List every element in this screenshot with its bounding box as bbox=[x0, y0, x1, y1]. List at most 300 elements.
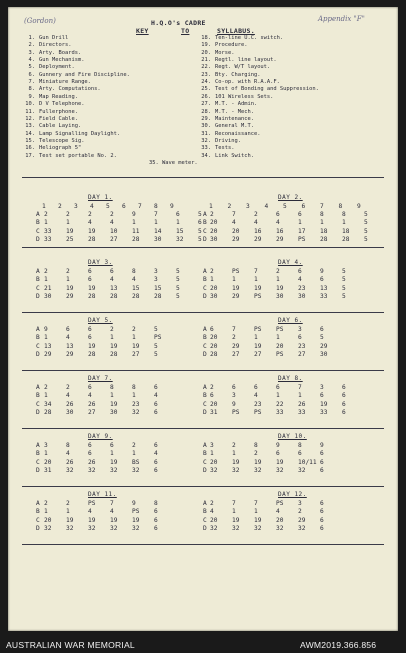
schedule-cell: 4 bbox=[110, 276, 114, 284]
schedule-cell: 16 bbox=[254, 227, 262, 235]
day-label: DAY 5. bbox=[88, 317, 113, 324]
schedule-cell: 4 bbox=[276, 508, 280, 516]
syllabus-number: 12. bbox=[25, 115, 35, 122]
period-number: 5 bbox=[283, 203, 287, 210]
rule-line bbox=[22, 486, 384, 487]
schedule-cell: 32 bbox=[66, 467, 74, 475]
syllabus-item: Bty. Charging. bbox=[215, 71, 261, 78]
schedule-cell: 19 bbox=[232, 458, 240, 466]
row-code: A bbox=[36, 384, 40, 391]
schedule-cell: PS bbox=[154, 334, 162, 342]
period-number: 8 bbox=[154, 203, 158, 210]
syllabus-item: Gunnery and Fire Discipline. bbox=[39, 71, 130, 78]
schedule-cell: 28 bbox=[210, 351, 218, 359]
schedule-cell: 19 bbox=[88, 227, 96, 235]
footer-bar bbox=[0, 637, 406, 653]
schedule-cell: 6 bbox=[320, 467, 324, 475]
schedule-cell: PS bbox=[276, 500, 284, 507]
schedule-cell: 27 bbox=[132, 351, 140, 359]
row-code: B bbox=[36, 219, 40, 227]
row-code: D bbox=[203, 351, 207, 359]
schedule-cell: 6 bbox=[320, 392, 324, 400]
schedule-cell: 6 bbox=[276, 211, 280, 218]
schedule-cell: 26 bbox=[298, 400, 306, 408]
schedule-cell: 1 bbox=[132, 219, 136, 227]
schedule-cell: 6 bbox=[154, 442, 158, 449]
schedule-cell: 30 bbox=[210, 236, 218, 244]
schedule-cell: 20 bbox=[210, 284, 218, 292]
schedule-cell: 32 bbox=[176, 236, 184, 244]
row-code: A bbox=[203, 500, 207, 507]
syllabus-number: 20. bbox=[201, 49, 211, 56]
schedule-cell: 27 bbox=[232, 351, 240, 359]
syllabus-number: 14. bbox=[25, 130, 35, 137]
row-code: B bbox=[203, 334, 207, 342]
row-code: C bbox=[36, 458, 40, 466]
syllabus-number: 13. bbox=[25, 123, 35, 130]
syllabus-number: 16. bbox=[25, 145, 35, 152]
schedule-cell: 14 bbox=[154, 227, 162, 235]
schedule-cell: 15 bbox=[132, 284, 140, 292]
schedule-cell: 2 bbox=[110, 326, 114, 333]
schedule-cell: 6 bbox=[210, 392, 214, 400]
schedule-cell: 7 bbox=[254, 500, 258, 507]
schedule-cell: 4 bbox=[88, 508, 92, 516]
schedule-cell: 6 bbox=[254, 384, 258, 391]
row-code: D bbox=[36, 467, 40, 475]
schedule-cell: 32 bbox=[88, 525, 96, 533]
schedule-cell: 1 bbox=[66, 276, 70, 284]
rule-line bbox=[22, 544, 384, 545]
schedule-cell: 20 bbox=[276, 516, 284, 524]
period-number: 2 bbox=[58, 203, 62, 210]
period-number: 5 bbox=[106, 203, 110, 210]
row-code: C bbox=[203, 284, 207, 292]
schedule-cell: PS bbox=[232, 268, 240, 275]
schedule-cell: 19 bbox=[88, 516, 96, 524]
row-code: D bbox=[36, 236, 40, 244]
schedule-cell: 8 bbox=[110, 384, 114, 391]
schedule-cell: 8 bbox=[132, 268, 136, 275]
schedule-cell: 30 bbox=[66, 409, 74, 417]
schedule-cell: 2 bbox=[66, 268, 70, 275]
schedule-cell: 30 bbox=[320, 351, 328, 359]
rule-line bbox=[22, 428, 384, 429]
syllabus-item: Directors. bbox=[39, 42, 72, 49]
schedule-cell: 32 bbox=[276, 525, 284, 533]
row-code: B bbox=[203, 219, 207, 227]
schedule-cell: 1 bbox=[66, 508, 70, 516]
schedule-cell: PS bbox=[254, 326, 262, 333]
schedule-cell: 1 bbox=[298, 219, 302, 227]
schedule-cell: 28 bbox=[88, 293, 96, 301]
syllabus-number: 17. bbox=[25, 152, 35, 159]
day-label: DAY 7. bbox=[88, 375, 113, 382]
schedule-cell: 6 bbox=[298, 334, 302, 342]
schedule-cell: 9 bbox=[44, 326, 48, 333]
syllabus-number: 28. bbox=[201, 108, 211, 115]
schedule-cell: 16 bbox=[276, 227, 284, 235]
schedule-cell: 1 bbox=[44, 276, 48, 284]
schedule-cell: PS bbox=[298, 236, 306, 244]
schedule-cell: 20 bbox=[210, 334, 218, 342]
schedule-cell: 21 bbox=[44, 284, 52, 292]
footer-accession: AWM2019.366.856 bbox=[300, 640, 377, 650]
schedule-cell: 5 bbox=[176, 276, 180, 284]
syllabus-number: 10. bbox=[25, 101, 35, 108]
schedule-cell: 2 bbox=[210, 500, 214, 507]
schedule-cell: 23 bbox=[298, 342, 306, 350]
schedule-cell: 2 bbox=[254, 211, 258, 218]
row-code: B bbox=[203, 508, 207, 516]
schedule-cell: 6 bbox=[110, 442, 114, 449]
schedule-cell: 19 bbox=[320, 400, 328, 408]
schedule-cell: 5 bbox=[320, 334, 324, 342]
schedule-cell: 28 bbox=[110, 351, 118, 359]
schedule-cell: 4 bbox=[110, 219, 114, 227]
schedule-cell: 6 bbox=[154, 409, 158, 417]
syllabus-number: 26. bbox=[201, 93, 211, 100]
schedule-cell: 20 bbox=[276, 342, 284, 350]
schedule-cell: 6 bbox=[298, 211, 302, 218]
schedule-cell: 4 bbox=[88, 219, 92, 227]
syllabus-number: 27. bbox=[201, 101, 211, 108]
handwritten-note: (Gordon) bbox=[24, 17, 56, 25]
row-code: D bbox=[36, 293, 40, 301]
schedule-cell: 19 bbox=[66, 516, 74, 524]
schedule-cell: 2 bbox=[44, 500, 48, 507]
period-number: 4 bbox=[90, 203, 94, 210]
schedule-cell: 7 bbox=[232, 211, 236, 218]
schedule-cell: 30 bbox=[44, 293, 52, 301]
schedule-cell: 6 bbox=[276, 384, 280, 391]
schedule-cell: 1 bbox=[276, 276, 280, 284]
row-code: A bbox=[36, 442, 40, 449]
period-number: 3 bbox=[74, 203, 78, 210]
schedule-cell: 6 bbox=[342, 400, 346, 408]
schedule-cell: 7 bbox=[254, 268, 258, 275]
schedule-cell: 5 bbox=[342, 268, 346, 275]
syllabus-number: 19. bbox=[201, 42, 211, 49]
schedule-cell: 32 bbox=[254, 525, 262, 533]
syllabus-number: 29. bbox=[201, 115, 211, 122]
schedule-cell: 32 bbox=[132, 525, 140, 533]
schedule-cell: 30 bbox=[298, 293, 306, 301]
schedule-cell: 32 bbox=[110, 525, 118, 533]
row-code: D bbox=[203, 467, 207, 475]
row-code: A bbox=[36, 500, 40, 507]
schedule-cell: 1 bbox=[110, 392, 114, 400]
row-code: A bbox=[36, 326, 40, 333]
schedule-cell: 6 bbox=[342, 384, 346, 391]
schedule-cell: PS bbox=[254, 293, 262, 301]
syllabus-item: Lamp Signalling Daylight. bbox=[39, 130, 121, 137]
schedule-cell: PS bbox=[254, 409, 262, 417]
schedule-cell: 6 bbox=[320, 525, 324, 533]
schedule-cell: BS bbox=[132, 458, 140, 466]
schedule-cell: 1 bbox=[232, 276, 236, 284]
syllabus-number: 34. bbox=[201, 152, 211, 159]
row-code: A bbox=[36, 268, 40, 275]
key-label: KEY bbox=[136, 27, 149, 35]
syllabus-number: 9. bbox=[28, 93, 35, 100]
schedule-cell: 5 bbox=[342, 293, 346, 301]
schedule-cell: 15 bbox=[176, 227, 184, 235]
schedule-cell: 1 bbox=[132, 334, 136, 342]
schedule-cell: 29 bbox=[232, 236, 240, 244]
schedule-cell: 19 bbox=[110, 458, 118, 466]
period-number: 1 bbox=[209, 203, 213, 210]
schedule-cell: 30 bbox=[154, 236, 162, 244]
schedule-cell: 19 bbox=[132, 516, 140, 524]
schedule-cell: 13 bbox=[110, 284, 118, 292]
schedule-cell: 6 bbox=[342, 392, 346, 400]
schedule-cell: 19 bbox=[232, 516, 240, 524]
schedule-cell: 29 bbox=[298, 516, 306, 524]
syllabus-number: 23. bbox=[201, 71, 211, 78]
row-code: C bbox=[203, 400, 207, 408]
syllabus-number: 4. bbox=[28, 57, 35, 64]
schedule-cell: 1 bbox=[254, 334, 258, 342]
schedule-cell: 5 bbox=[176, 293, 180, 301]
schedule-cell: 1 bbox=[132, 392, 136, 400]
schedule-cell: 1 bbox=[276, 392, 280, 400]
syllabus-item: Telescope Sig. bbox=[39, 137, 85, 144]
schedule-cell: 1 bbox=[342, 219, 346, 227]
schedule-cell: 32 bbox=[298, 467, 306, 475]
syllabus-item: Gun Mechanism. bbox=[39, 57, 85, 64]
schedule-cell: 6 bbox=[320, 276, 324, 284]
schedule-cell: 32 bbox=[232, 525, 240, 533]
schedule-cell: 20 bbox=[44, 458, 52, 466]
schedule-cell: 8 bbox=[342, 211, 346, 218]
schedule-cell: 32 bbox=[132, 467, 140, 475]
schedule-cell: 19 bbox=[254, 516, 262, 524]
schedule-cell: 2 bbox=[298, 508, 302, 516]
schedule-cell: 1 bbox=[298, 392, 302, 400]
row-code: A bbox=[203, 384, 207, 391]
syllabus-number: 32. bbox=[201, 137, 211, 144]
schedule-cell: 9 bbox=[132, 500, 136, 507]
schedule-cell: 6 bbox=[298, 450, 302, 458]
schedule-cell: 2 bbox=[210, 211, 214, 218]
schedule-cell: 4 bbox=[88, 392, 92, 400]
syllabus-item: Link Switch. bbox=[215, 152, 254, 159]
syllabus-number: 3. bbox=[28, 49, 35, 56]
schedule-cell: 4 bbox=[254, 219, 258, 227]
row-code: C bbox=[36, 516, 40, 524]
row-code: D bbox=[203, 409, 207, 417]
syllabus-item: Field Cable. bbox=[39, 115, 78, 122]
schedule-cell: 2 bbox=[66, 211, 70, 218]
schedule-cell: 1 bbox=[210, 450, 214, 458]
footer-source: AUSTRALIAN WAR MEMORIAL bbox=[6, 640, 135, 650]
to-label: TO bbox=[181, 27, 190, 35]
schedule-cell: 2 bbox=[66, 500, 70, 507]
schedule-cell: 32 bbox=[254, 467, 262, 475]
schedule-cell: 7 bbox=[154, 211, 158, 218]
schedule-cell: 1 bbox=[154, 219, 158, 227]
schedule-cell: 6 bbox=[88, 326, 92, 333]
schedule-cell: 6 bbox=[320, 450, 324, 458]
schedule-cell: 1 bbox=[210, 276, 214, 284]
schedule-cell: 6 bbox=[66, 326, 70, 333]
schedule-cell: 6 bbox=[298, 268, 302, 275]
schedule-cell: 2 bbox=[232, 334, 236, 342]
schedule-cell: 1 bbox=[110, 450, 114, 458]
row-code: C bbox=[203, 227, 207, 235]
syllabus-item: Test set portable No. 2. bbox=[39, 152, 117, 159]
row-code: B bbox=[36, 276, 40, 284]
schedule-cell: 6 bbox=[154, 400, 158, 408]
schedule-cell: 32 bbox=[210, 525, 218, 533]
schedule-cell: PS bbox=[276, 326, 284, 333]
schedule-cell: 7 bbox=[298, 384, 302, 391]
syllabus-item: Heliograph 5" bbox=[39, 145, 82, 152]
schedule-cell: 3 bbox=[232, 392, 236, 400]
schedule-cell: 9 bbox=[276, 442, 280, 449]
row-code: C bbox=[36, 400, 40, 408]
schedule-cell: 26 bbox=[88, 400, 96, 408]
schedule-cell: 28 bbox=[88, 236, 96, 244]
schedule-cell: 2 bbox=[276, 268, 280, 275]
day-label: DAY 4. bbox=[278, 259, 303, 266]
row-code: C bbox=[36, 342, 40, 350]
schedule-cell: 32 bbox=[88, 467, 96, 475]
schedule-cell: 19 bbox=[132, 342, 140, 350]
schedule-cell: 4 bbox=[132, 276, 136, 284]
row-code: B bbox=[36, 392, 40, 400]
schedule-cell: 27 bbox=[298, 351, 306, 359]
schedule-cell: 4 bbox=[66, 334, 70, 342]
schedule-cell: 5 bbox=[176, 268, 180, 275]
schedule-cell: 1 bbox=[276, 334, 280, 342]
schedule-cell: 19 bbox=[254, 284, 262, 292]
schedule-cell: 1 bbox=[44, 392, 48, 400]
schedule-cell: 23 bbox=[254, 400, 262, 408]
syllabus-item: Arty. Computations. bbox=[39, 86, 101, 93]
schedule-cell: 20 bbox=[210, 400, 218, 408]
appendix-label: Appendix "F" bbox=[318, 15, 365, 23]
row-code: D bbox=[36, 351, 40, 359]
schedule-cell: 3 bbox=[210, 442, 214, 449]
schedule-cell: 29 bbox=[44, 351, 52, 359]
schedule-cell: 2 bbox=[254, 450, 258, 458]
schedule-cell: 8 bbox=[298, 442, 302, 449]
schedule-cell: 2 bbox=[210, 268, 214, 275]
schedule-cell: 20 bbox=[210, 516, 218, 524]
syllabus-number: 15. bbox=[25, 137, 35, 144]
schedule-cell: 19 bbox=[254, 342, 262, 350]
row-code: B bbox=[203, 450, 207, 458]
day-label: DAY 12. bbox=[278, 491, 307, 498]
schedule-cell: 13 bbox=[66, 342, 74, 350]
row-code: C bbox=[36, 284, 40, 292]
row-code: D bbox=[203, 525, 207, 533]
schedule-cell: 34 bbox=[44, 400, 52, 408]
period-number: 1 bbox=[42, 203, 46, 210]
rule-line bbox=[22, 177, 384, 178]
schedule-cell: 1 bbox=[232, 508, 236, 516]
schedule-cell: 15 bbox=[154, 284, 162, 292]
schedule-cell: 1 bbox=[254, 508, 258, 516]
row-code: B bbox=[36, 450, 40, 458]
schedule-cell: 9 bbox=[232, 400, 236, 408]
row-code: A bbox=[203, 268, 207, 275]
rule-line bbox=[22, 370, 384, 371]
schedule-cell: 5 bbox=[154, 326, 158, 333]
schedule-cell: 6 bbox=[154, 508, 158, 516]
schedule-cell: 29 bbox=[254, 236, 262, 244]
row-code: B bbox=[203, 392, 207, 400]
schedule-cell: 10/11 bbox=[298, 458, 317, 466]
schedule-cell: 19 bbox=[88, 284, 96, 292]
schedule-cell: 19 bbox=[110, 342, 118, 350]
schedule-cell: 29 bbox=[66, 293, 74, 301]
schedule-cell: 5 bbox=[198, 227, 202, 235]
schedule-cell: 6 bbox=[88, 268, 92, 275]
schedule-cell: 1 bbox=[44, 508, 48, 516]
day-label: DAY 9. bbox=[88, 433, 113, 440]
schedule-cell: 30 bbox=[210, 293, 218, 301]
period-number: 9 bbox=[357, 203, 361, 210]
day-label: DAY 2. bbox=[278, 194, 303, 201]
schedule-cell: 27 bbox=[254, 351, 262, 359]
schedule-cell: 6 bbox=[154, 525, 158, 533]
syllabus-item: Arty. Boards. bbox=[39, 49, 82, 56]
schedule-cell: 5 bbox=[154, 351, 158, 359]
syllabus-item: Ten-line U.C. switch. bbox=[215, 35, 284, 41]
syllabus-item: Driving. bbox=[215, 137, 241, 144]
row-code: D bbox=[203, 236, 207, 244]
schedule-cell: 3 bbox=[320, 384, 324, 391]
syllabus-item: Map Reading. bbox=[39, 93, 78, 100]
row-code: B bbox=[203, 276, 207, 284]
day-label: DAY 6. bbox=[278, 317, 303, 324]
schedule-cell: 2 bbox=[44, 384, 48, 391]
schedule-cell: 6 bbox=[88, 450, 92, 458]
syllabus-number: 18. bbox=[201, 35, 211, 41]
schedule-cell: 5 bbox=[364, 219, 368, 227]
schedule-cell: 3 bbox=[154, 268, 158, 275]
schedule-cell: 3 bbox=[44, 442, 48, 449]
syllabus-number: 8. bbox=[28, 86, 35, 93]
schedule-cell: 22 bbox=[276, 400, 284, 408]
schedule-cell: 1 bbox=[44, 219, 48, 227]
schedule-cell: 28 bbox=[154, 293, 162, 301]
schedule-cell: 7 bbox=[232, 500, 236, 507]
schedule-cell: 25 bbox=[66, 236, 74, 244]
schedule-cell: 4 bbox=[298, 276, 302, 284]
schedule-cell: 31 bbox=[210, 409, 218, 417]
schedule-cell: 1 bbox=[176, 219, 180, 227]
schedule-cell: 4 bbox=[154, 450, 158, 458]
syllabus-number: 11. bbox=[25, 108, 35, 115]
syllabus-item: Reconaissance. bbox=[215, 130, 261, 137]
period-number: 9 bbox=[170, 203, 174, 210]
schedule-cell: 4 bbox=[276, 219, 280, 227]
schedule-cell: 13 bbox=[320, 284, 328, 292]
syllabus-item: General M.T. bbox=[215, 123, 254, 130]
schedule-cell: 18 bbox=[342, 227, 350, 235]
schedule-cell: 1 bbox=[44, 450, 48, 458]
schedule-cell: 19 bbox=[276, 458, 284, 466]
schedule-cell: 19 bbox=[88, 342, 96, 350]
syllabus-number: 6. bbox=[28, 71, 35, 78]
row-code: D bbox=[36, 409, 40, 417]
period-number: 3 bbox=[246, 203, 250, 210]
schedule-cell: 1 bbox=[66, 219, 70, 227]
